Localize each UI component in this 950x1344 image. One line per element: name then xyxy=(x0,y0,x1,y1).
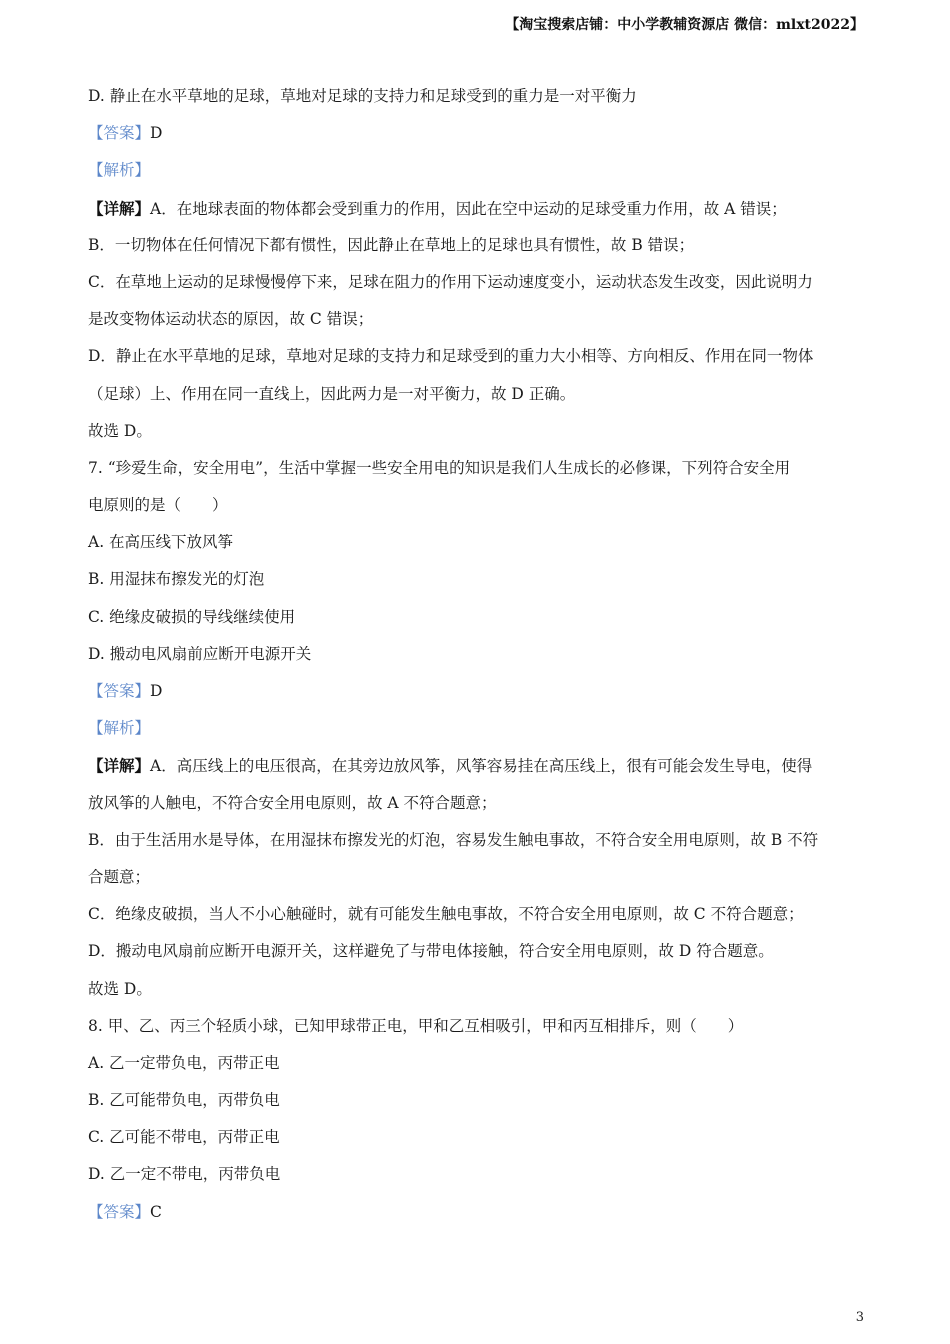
q7-answer xyxy=(88,673,868,710)
q7-answer-value: D xyxy=(150,682,163,700)
q8-answer xyxy=(88,1194,868,1231)
q6-detail-c-line1: C．在草地上运动的足球慢慢停下来，足球在阻力的作用下运动速度变小，运动状态发生改变，因此说明力 xyxy=(88,272,813,291)
analysis-label: 【解析】 xyxy=(88,161,151,180)
page-number: 3 xyxy=(855,1310,864,1325)
q7-detail-a-line1 xyxy=(88,747,868,784)
q7-detail-c: C．绝缘皮破损，当人不小心触碰时，就有可能发生触电事故，不符合安全用电原则，故 C 不符合题意； xyxy=(88,905,804,924)
q8-option-a: A. 乙一定带负电，丙带正电 xyxy=(88,1053,280,1072)
q8-option-d: D. 乙一定不带电，丙带负电 xyxy=(88,1165,281,1184)
q7-detail-d: D．搬动电风扇前应断开电源开关，这样避免了与带电体接触，符合安全用电原则，故 D 符合题意。 xyxy=(88,942,774,961)
answer-label: 【答案】 xyxy=(88,1202,151,1221)
answer-label: 【答案】 xyxy=(88,682,151,700)
q7-conclusion: 故选 D。 xyxy=(88,979,152,998)
q7-detail-b-line1: B．由于生活用水是导体，在用湿抹布擦发光的灯泡，容易发生触电事故，不符合安全用电原则，故 B 不符 xyxy=(88,830,819,849)
q7-option-b: B. 用湿抹布擦发光的灯泡 xyxy=(88,570,265,589)
q8-option-c: C. 乙可能不带电，丙带正电 xyxy=(88,1128,280,1147)
q6-answer xyxy=(88,115,868,152)
q7-option-c: C. 绝缘皮破损的导线继续使用 xyxy=(88,607,296,626)
q6-analysis-heading xyxy=(88,152,868,189)
document-body xyxy=(88,78,868,1231)
q7-stem-line1: 7. “珍爱生命，安全用电”，生活中掌握一些安全用电的知识是我们人生成长的必修课，下列符合安全用 xyxy=(88,458,791,477)
q7-analysis-heading xyxy=(88,710,868,747)
q6-detail-d-line1: D．静止在水平草地的足球，草地对足球的支持力和足球受到的重力大小相等、方向相反、作用在同一物体 xyxy=(88,347,814,366)
q6-detail-c-line2: 是改变物体运动状态的原因，故 C 错误； xyxy=(88,310,374,329)
q6-detail-a xyxy=(88,190,868,227)
q8-option-b: B. 乙可能带负电，丙带负电 xyxy=(88,1091,280,1110)
q7-detail-b-line2: 合题意； xyxy=(88,867,151,886)
q6-detail-a-text: A．在地球表面的物体都会受到重力的作用，因此在空中运动的足球受重力作用，故 A 错误； xyxy=(150,199,787,218)
detail-label: 【详解】 xyxy=(88,198,151,218)
q7-option-a: A. 在高压线下放风筝 xyxy=(88,533,234,552)
q6-answer-value: D xyxy=(150,124,163,143)
q6-detail-d-line2: （足球）上、作用在同一直线上，因此两力是一对平衡力，故 D 正确。 xyxy=(88,384,576,403)
answer-label: 【答案】 xyxy=(88,124,151,143)
detail-label: 【详解】 xyxy=(88,756,151,776)
q7-option-d: D. 搬动电风扇前应断开电源开关 xyxy=(88,644,312,663)
q8-stem: 8. 甲、乙、丙三个轻质小球，已知甲球带正电，甲和乙互相吸引，甲和丙互相排斥，则（ ） xyxy=(88,1016,744,1035)
q6-option-d: D. 静止在水平草地的足球，草地对足球的支持力和足球受到的重力是一对平衡力 xyxy=(88,87,637,105)
analysis-label: 【解析】 xyxy=(88,719,151,738)
q7-stem-line2: 电原则的是（ ） xyxy=(88,496,228,515)
q7-detail-a-text: A．高压线上的电压很高，在其旁边放风筝，风筝容易挂在高压线上，很有可能会发生导电，使得 xyxy=(150,757,813,776)
q6-detail-b: B．一切物体在任何情况下都有惯性，因此静止在草地上的足球也具有惯性，故 B 错误； xyxy=(88,235,695,254)
page-header-watermark: 【淘宝搜索店铺：中小学教辅资源店 微信：mlxt2022】 xyxy=(505,17,864,33)
q7-detail-a-line2: 放风筝的人触电，不符合安全用电原则，故 A 不符合题意； xyxy=(88,793,497,812)
q8-answer-value: C xyxy=(150,1202,162,1221)
q6-conclusion: 故选 D。 xyxy=(88,421,152,440)
